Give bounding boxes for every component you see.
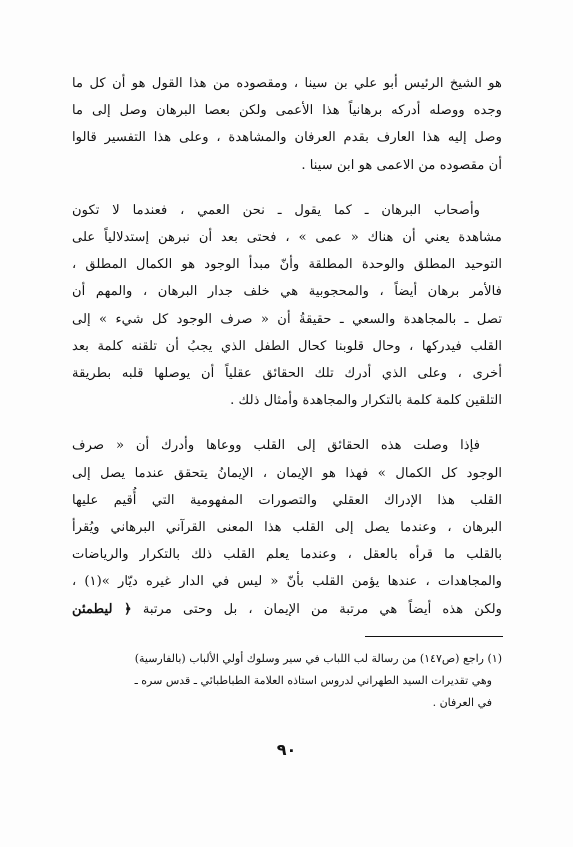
text-line: التلقين كلمة كلمة بالتكرار والمجاهدة وأمثال ذلك . <box>230 393 502 409</box>
page-number: ٩٠ <box>276 740 297 759</box>
paragraph-3 <box>72 432 502 622</box>
text-line: فإذا وصلت هذه الحقائق إلى القلب ووعاها وأدرك أن « صرف <box>72 438 480 454</box>
body-text <box>72 70 502 623</box>
text-line: القلب هذا الإدراك العقلي والتصورات المفهومية التي أُقيم عليها <box>72 492 502 508</box>
footnotes <box>72 648 502 714</box>
text-line <box>72 596 502 623</box>
text-line-main: ولكن هذه أيضاً هي مرتبة من الإيمان ، بل وحتى مرتبة <box>142 601 502 617</box>
text-line: القلب فيدركها ، وحال قلوبنا كحال الطفل الذي يجبُ أن تلقنه كلمة بعد <box>72 338 502 354</box>
footnote-line: في العرفان . <box>432 696 492 709</box>
text-line: فالأمر برهان أيضاً ، والمحجوبية هي خلف جدار البرهان ، والمهم أن <box>72 284 502 300</box>
text-line: مشاهدة يعني أن هناك « عمى » ، فحتى بعد أن نبرهن إستدلالياً على <box>72 230 502 246</box>
text-line: وجده ووصله أدركه برهانياً هذا الأعمى ولكن بعصا البرهان وصل إلى ما <box>72 103 502 119</box>
text-line: الوجود كل الكمال » فهذا هو الإيمان ، الإيمانُ يتحقق عندما يصل إلى <box>72 465 502 481</box>
text-line: وصل إليه هذا العارف بقدم العرفان والمشاهدة ، وعلى هذا التفسير قالوا <box>72 130 502 146</box>
text-line: تصل ـ بالمجاهدة والسعي ـ حقيقةُ أن « صرف الوجود كل شيء » إلى <box>72 311 502 327</box>
text-line: وأصحاب البرهان ـ كما يقول ـ نحن العمي ، فعندما لا تكون <box>72 202 480 218</box>
paragraph-1 <box>72 70 502 179</box>
footnote-line: وهي تقديرات السيد الطهراني لدروس استاذه العلامة الطباطبائي ـ قدس سره ـ <box>134 674 492 687</box>
text-line: أخرى ، وعلى الذي أدرك تلك الحقائق عقلياً أن يوصلها قلبه بطريقة <box>72 366 502 382</box>
text-line: بالقلب ما قرأه بالعقل ، وعندما يعلم القلب ذلك بالتكرار والرياضات <box>72 547 502 563</box>
text-line: البرهان ، وعندما يصل إلى القلب هذا المعنى القرآني البرهاني ويُقرأ <box>72 520 502 536</box>
text-line: هو الشيخ الرئيس أبو علي بن سينا ، ومقصوده من هذا القول هو أن كل ما <box>72 76 502 91</box>
paragraph-2 <box>72 197 502 415</box>
footnote-line: (١) راجع (ص١٤٧) من رسالة لب اللباب في سير وسلوك أولي الألباب (بالفارسية) <box>134 652 502 665</box>
text-line: التوحيد المطلق والوحدة المطلقة وأنّ مبدأ الوجود هو الكمال المطلق ، <box>72 257 502 273</box>
quran-quote-start: ﴿ ليطمئن <box>72 601 132 617</box>
text-line: والمجاهدات ، عندها يؤمن القلب بأنّ « ليس في الدار غيره ديّار »(١) ، <box>72 574 502 590</box>
footnote-divider <box>365 636 503 637</box>
text-line: أن مقصوده من الاعمى هو ابن سينا . <box>301 157 502 173</box>
